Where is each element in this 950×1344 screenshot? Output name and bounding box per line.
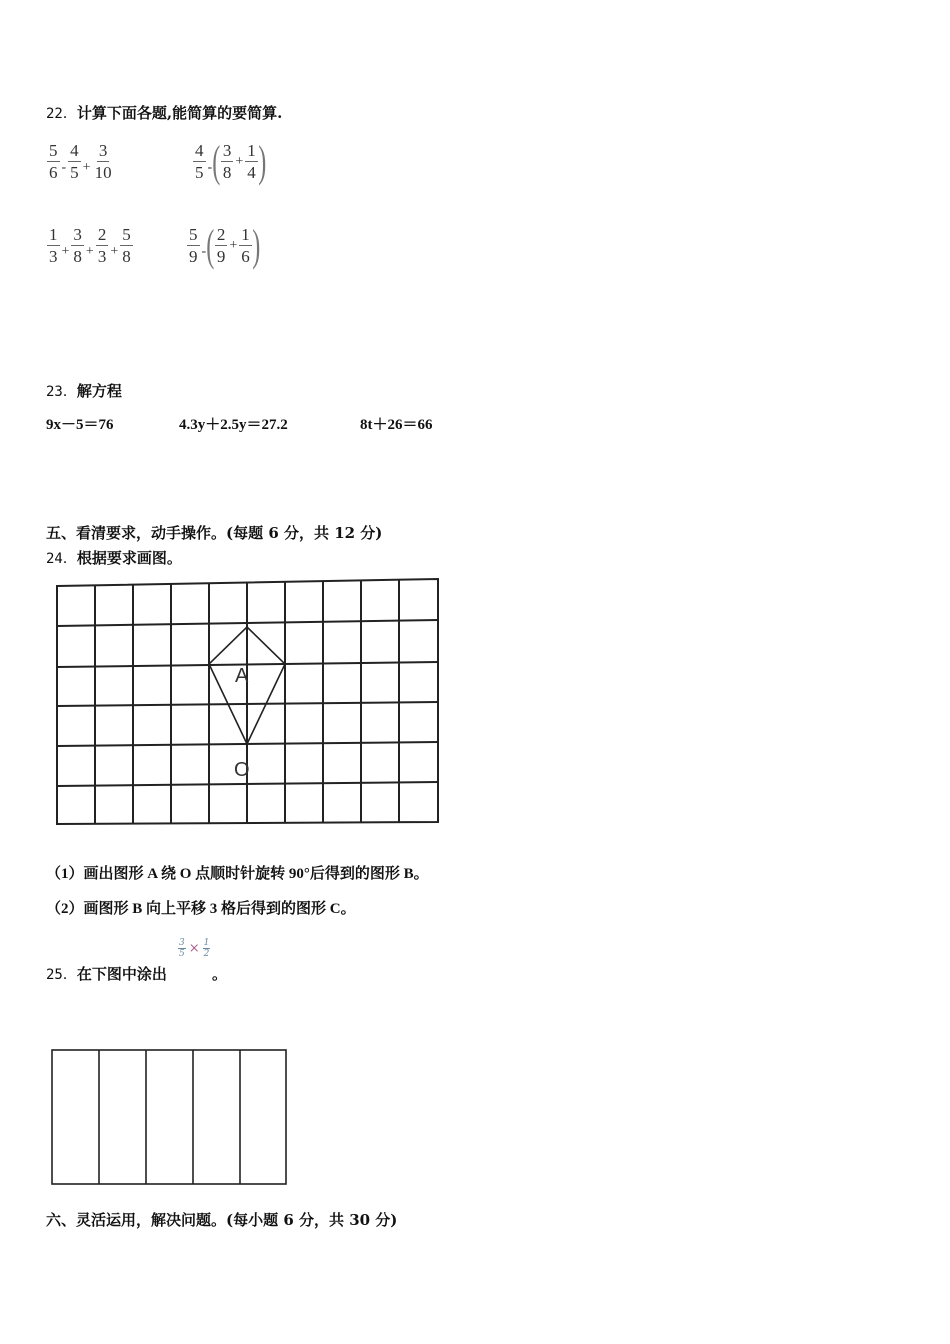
equation-1: 9x－5＝76 — [46, 417, 114, 433]
shading-rectangle — [50, 1048, 290, 1188]
q22-expression-4: $\frac{5}{9}$ - ( $\frac{2}{9}$ + $\frac{1}{6}$ ) — [189, 220, 261, 270]
q25-expression: $\frac{3}{5}$ × $\frac{1}{2}$ — [179, 938, 210, 959]
q22-title: 22．计算下面各题,能简算的要简算. — [46, 104, 283, 122]
rotation-grid — [52, 574, 452, 830]
label-o: O — [234, 759, 250, 781]
equation-3: 8t＋26＝66 — [360, 417, 433, 433]
equation-2: 4.3y＋2.5y＝27.2 — [179, 417, 288, 433]
q22-expression-3: $\frac{1}{3}$ + $\frac{3}{8}$ + $\frac{2}{3}$ + $\frac{5}{8}$ — [49, 225, 131, 266]
section-6-heading: 六、灵活运用，解决问题。(每小题 6 分，共 30 分) — [46, 1211, 398, 1229]
q25-tail: 。 — [212, 965, 228, 983]
label-a: A — [235, 665, 249, 687]
q22-expression-1: $\frac{5}{6}$ - $\frac{4}{5}$ + $\frac{3}{10}$ — [49, 141, 112, 182]
q22-expression-2: $\frac{4}{5}$ - ( $\frac{3}{8}$ + $\frac{1}{4}$ ) — [195, 136, 267, 186]
q24-task-2: （2）画图形 B 向上平移 3 格后得到的图形 C。 — [46, 901, 356, 917]
section-5-heading: 五、看清要求，动手操作。(每题 6 分，共 12 分) — [46, 524, 383, 542]
q23-title: 23．解方程 — [46, 382, 122, 400]
q25-title: 25．在下图中涂出 — [46, 965, 167, 983]
q24-title: 24．根据要求画图。 — [46, 549, 182, 567]
q24-task-1: （1）画出图形 A 绕 O 点顺时针旋转 90°后得到的图形 B。 — [46, 866, 429, 882]
